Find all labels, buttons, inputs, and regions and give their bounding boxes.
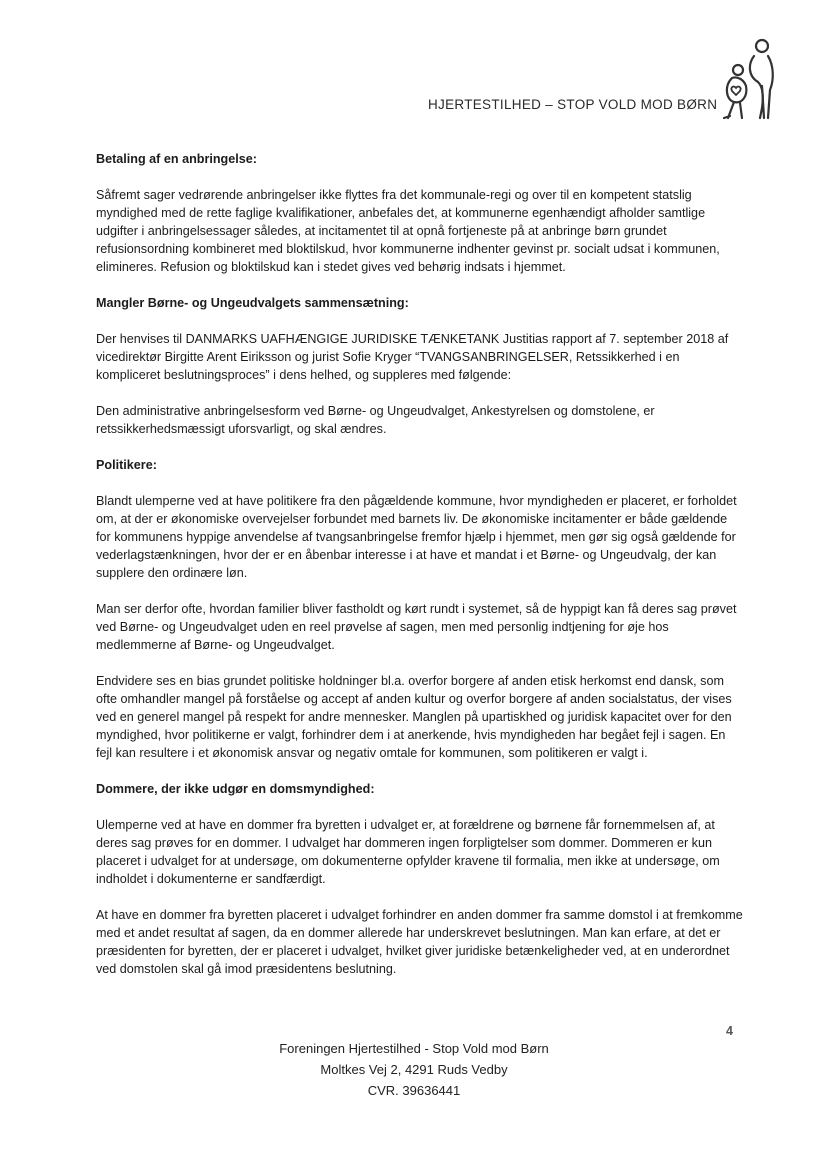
section-heading: Betaling af en anbringelse: bbox=[96, 152, 257, 166]
section-heading: Dommere, der ikke udgør en domsmyndighed: bbox=[96, 782, 375, 796]
footer-cvr: CVR. 39636441 bbox=[367, 1083, 461, 1098]
page-footer bbox=[0, 1038, 828, 1101]
section-paragraph: Såfremt sager vedrørende anbringelser ikke flyttes fra det kommunale-regi og over til en kompetent statslig myndighed med de rette faglige kvalifikationer, anbefales det, at kommunerne egenhændigt afholder samtlige udgifter i anbringelsessager således, at incitamentet til at opnå fortjeneste på at anbringe børn grundet refusionsordning kombineret med bloktilskud, hvor kommunerne indhenter gevinst pr. socialt udsat i kommunen, elimineres. Refusion og bloktilskud kan i stedet gives ved behørig indsats i hjemmet. bbox=[96, 188, 720, 274]
section-judges bbox=[96, 780, 744, 978]
section-paragraph: Blandt ulemperne ved at have politikere fra den pågældende kommune, hvor myndigheden er placeret, er forholdet om, at der er økonomiske overvejelser forbundet med barnets liv. De økonomiske incitamenter er både gældende for kommunens hyppige anvendelse af tvangsanbringelse fremfor hjælp i hjemmet, men gør sig også gældende for vederlagstænkningen, hvor der er en åbenbar interesse i at have et mandat i et Børne- og Ungeudvalg, der kan supplere den ordinære løn. bbox=[96, 494, 737, 580]
section-paragraph: Ulemperne ved at have en dommer fra byretten i udvalget er, at forældrene og børnene får fornemmelsen af, at deres sag prøves for en dommer. I udvalget har dommeren ingen forpligtelser som dommer. Dommeren er kun placeret i udvalget for at undersøge, om dokumenterne opfylder kravene til formalia, men ikke at undersøge, om indholdet i dokumenterne er sandfærdigt. bbox=[96, 818, 720, 886]
adult-holding-child-logo-icon bbox=[718, 36, 778, 122]
section-heading: Mangler Børne- og Ungeudvalgets sammensætning: bbox=[96, 296, 409, 310]
footer-address: Moltkes Vej 2, 4291 Ruds Vedby bbox=[320, 1062, 508, 1077]
header-title: HJERTESTILHED – STOP VOLD MOD BØRN bbox=[428, 97, 718, 112]
section-paragraph: At have en dommer fra byretten placeret i udvalget forhindrer en anden dommer fra samme domstol i at fremkomme med et andet resultat af sagen, da en dommer allerede har underskrevet beslutningen. Man kan erfare, at det er præsidenten for byretten, der er placeret i udvalget, hvilket giver juridiske betænkeligheder ved, at en underordnet ved domstolen skal gå imod præsidentens beslutning. bbox=[96, 908, 743, 976]
page-number: 4 bbox=[726, 1024, 733, 1038]
section-paragraph: Der henvises til DANMARKS UAFHÆNGIGE JURIDISKE TÆNKETANK Justitias rapport af 7. september 2018 af vicedirektør Birgitte Arent Eiriksson og jurist Sofie Kryger “TVANGSANBRINGELSER, Retssikkerhed i en kompliceret beslutningsproces” i dens helhed, og suppleres med følgende: bbox=[96, 332, 729, 382]
section-paragraph: Den administrative anbringelsesform ved Børne- og Ungeudvalget, Ankestyrelsen og domstolene, er retssikkerhedsmæssigt uforsvarligt, og skal ændres. bbox=[96, 404, 655, 436]
section-paragraph: Man ser derfor ofte, hvordan familier bliver fastholdt og kørt rundt i systemet, så de hyppigt kan få deres sag prøvet ved Børne- og Ungeudvalget uden en reel prøvelse af sagen, men med personlig indtjening for øje hos medlemmerne af Børne- og Ungeudvalget. bbox=[96, 602, 737, 652]
document-body bbox=[96, 150, 744, 996]
section-heading: Politikere: bbox=[96, 458, 157, 472]
footer-organization: Foreningen Hjertestilhed - Stop Vold mod Børn bbox=[279, 1041, 549, 1056]
section-politicians bbox=[96, 456, 744, 762]
section-payment bbox=[96, 150, 744, 276]
section-paragraph: Endvidere ses en bias grundet politiske holdninger bl.a. overfor borgere af anden etisk herkomst end dansk, som ofte omhandler mangel på forståelse og accept af anden kultur og overfor borgere af anden socialstatus, der vises ved en generel mangel på respekt for andre mennesker. Manglen på upartiskhed og juridisk kapacitet over for den myndighed, hvor politikerne er valgt, forhindrer dem i at anerkende, hvis myndigheden har begået fejl i sagen. En fejl kan resultere i et økonomisk ansvar og negativ omtale for kommunen, som politikeren er valgt i. bbox=[96, 674, 732, 760]
section-committee-composition bbox=[96, 294, 744, 438]
